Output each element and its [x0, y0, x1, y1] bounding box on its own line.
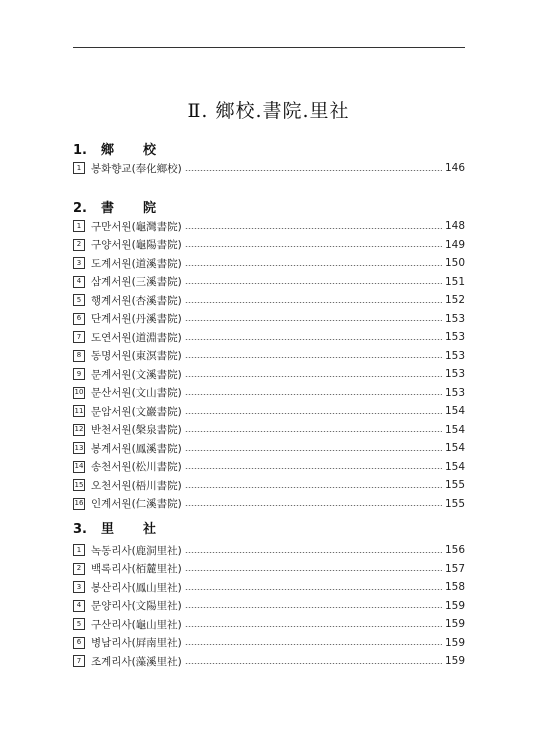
- toc-entry[interactable]: [73, 402, 465, 421]
- toc-entry[interactable]: [73, 217, 465, 236]
- entry-title: 동명서원(東溟書院): [91, 350, 182, 363]
- section-heading-1: [73, 139, 156, 158]
- section-number: 2.: [73, 201, 87, 216]
- dot-leader: [185, 552, 442, 553]
- entry-page: 153: [444, 312, 465, 325]
- entry-index: 2: [73, 239, 85, 251]
- entry-page: 155: [444, 479, 465, 492]
- dot-leader: [185, 505, 442, 506]
- section-word-2: 院: [143, 201, 157, 216]
- entry-title: 인계서원(仁溪書院): [91, 498, 182, 511]
- entry-index: 6: [73, 313, 85, 325]
- entry-index: 4: [73, 276, 85, 288]
- entry-index: 12: [73, 424, 85, 436]
- entry-index: 13: [73, 442, 85, 454]
- entry-page: 159: [444, 599, 465, 612]
- toc-entry[interactable]: [73, 634, 465, 653]
- toc-entry[interactable]: [73, 236, 465, 255]
- dot-leader: [185, 376, 442, 377]
- entry-page: 152: [444, 294, 465, 307]
- entry-page: 157: [444, 562, 465, 575]
- section-heading-2: [73, 197, 156, 216]
- entry-title: 문양리사(文陽里社): [91, 600, 182, 613]
- toc-entry[interactable]: [73, 560, 465, 579]
- entry-title: 녹동리사(鹿洞里社): [91, 544, 182, 557]
- entry-title: 조계리사(藻溪里社): [91, 655, 182, 668]
- entry-title: 송천서원(松川書院): [91, 461, 182, 474]
- entry-page: 154: [444, 460, 465, 473]
- section-word-2: 校: [143, 143, 157, 158]
- entry-page: 148: [444, 220, 465, 233]
- toc-entry[interactable]: [73, 254, 465, 273]
- entry-title: 구양서원(龜陽書院): [91, 239, 182, 252]
- entry-index: 1: [73, 220, 85, 232]
- dot-leader: [185, 170, 442, 171]
- entry-title: 단계서원(丹溪書院): [91, 313, 182, 326]
- entry-title: 문계서원(文溪書院): [91, 368, 182, 381]
- entry-page: 153: [444, 349, 465, 362]
- entry-page: 146: [444, 162, 465, 175]
- entry-index: 14: [73, 461, 85, 473]
- chapter-title: Ⅱ. 鄉校.書院.里社: [187, 100, 350, 122]
- entry-index: 10: [73, 387, 85, 399]
- entry-title: 병남리사(屛南里社): [91, 637, 182, 650]
- entry-page: 150: [444, 257, 465, 270]
- dot-leader: [185, 302, 442, 303]
- toc-entry[interactable]: [73, 439, 465, 458]
- toc-entry[interactable]: [73, 615, 465, 634]
- section-word-1: 鄉: [101, 143, 115, 158]
- dot-leader: [185, 487, 442, 488]
- entry-index: 8: [73, 350, 85, 362]
- toc-entry[interactable]: [73, 541, 465, 560]
- dot-leader: [185, 228, 442, 229]
- dot-leader: [185, 357, 442, 358]
- entry-title: 구산리사(龜山里社): [91, 618, 182, 631]
- entry-index: 3: [73, 581, 85, 593]
- entry-title: 백록리사(栢麓里社): [91, 563, 182, 576]
- section-entries-3: [73, 541, 465, 671]
- entry-page: 158: [444, 581, 465, 594]
- entry-title: 오천서원(梧川書院): [91, 479, 182, 492]
- dot-leader: [185, 265, 442, 266]
- entry-title: 문산서원(文山書院): [91, 387, 182, 400]
- dot-leader: [185, 413, 442, 414]
- entry-index: 5: [73, 294, 85, 306]
- entry-title: 구만서원(龜灣書院): [91, 220, 182, 233]
- toc-entry[interactable]: [73, 159, 465, 178]
- toc-entry[interactable]: [73, 347, 465, 366]
- entry-page: 153: [444, 368, 465, 381]
- entry-index: 4: [73, 600, 85, 612]
- dot-leader: [185, 644, 442, 645]
- entry-index: 1: [73, 544, 85, 556]
- dot-leader: [185, 589, 442, 590]
- dot-leader: [185, 607, 442, 608]
- entry-title: 행계서원(杏溪書院): [91, 294, 182, 307]
- dot-leader: [185, 626, 442, 627]
- dot-leader: [185, 283, 442, 284]
- entry-title: 봉산리사(鳳山里社): [91, 581, 182, 594]
- dot-leader: [185, 394, 442, 395]
- toc-entry[interactable]: [73, 365, 465, 384]
- entry-title: 봉화향교(奉化鄉校): [91, 162, 182, 175]
- entry-title: 도계서원(道溪書院): [91, 257, 182, 270]
- entry-index: 15: [73, 479, 85, 491]
- entry-title: 문암서원(文巖書院): [91, 405, 182, 418]
- entry-index: 9: [73, 368, 85, 380]
- toc-entry[interactable]: [73, 421, 465, 440]
- header-rule: [73, 47, 465, 48]
- section-entries-1: [73, 159, 465, 178]
- entry-page: 159: [444, 655, 465, 668]
- section-word-1: 里: [101, 522, 115, 537]
- entry-index: 16: [73, 498, 85, 510]
- dot-leader: [185, 570, 442, 571]
- dot-leader: [185, 663, 442, 664]
- entry-title: 반천서원(槃泉書院): [91, 424, 182, 437]
- entry-index: 5: [73, 618, 85, 630]
- toc-entry[interactable]: [73, 273, 465, 292]
- section-heading-3: [73, 518, 156, 537]
- toc-entry[interactable]: [73, 458, 465, 477]
- entry-index: 11: [73, 405, 85, 417]
- entry-title: 봉계서원(鳳溪書院): [91, 442, 182, 455]
- section-word-1: 書: [101, 201, 115, 216]
- dot-leader: [185, 320, 442, 321]
- entry-page: 154: [444, 442, 465, 455]
- toc-entry[interactable]: [73, 328, 465, 347]
- entry-page: 153: [444, 331, 465, 344]
- entry-page: 159: [444, 618, 465, 631]
- entry-page: 154: [444, 423, 465, 436]
- entry-page: 154: [444, 405, 465, 418]
- toc-entry[interactable]: [73, 291, 465, 310]
- entry-title: 도연서원(道淵書院): [91, 331, 182, 344]
- section-word-2: 社: [143, 522, 157, 537]
- toc-entry[interactable]: [73, 495, 465, 514]
- toc-entry[interactable]: [73, 597, 465, 616]
- entry-page: 151: [444, 275, 465, 288]
- toc-entry[interactable]: [73, 476, 465, 495]
- entry-index: 1: [73, 162, 85, 174]
- toc-entry[interactable]: [73, 310, 465, 329]
- dot-leader: [185, 450, 442, 451]
- dot-leader: [185, 431, 442, 432]
- entry-index: 7: [73, 655, 85, 667]
- section-number: 3.: [73, 522, 87, 537]
- dot-leader: [185, 339, 442, 340]
- entry-page: 159: [444, 636, 465, 649]
- entry-index: 2: [73, 563, 85, 575]
- entry-title: 삼계서원(三溪書院): [91, 276, 182, 289]
- toc-entry[interactable]: [73, 652, 465, 671]
- toc-entry[interactable]: [73, 384, 465, 403]
- dot-leader: [185, 468, 442, 469]
- entry-page: 149: [444, 238, 465, 251]
- section-entries-2: [73, 217, 465, 513]
- toc-entry[interactable]: [73, 578, 465, 597]
- entry-page: 156: [444, 544, 465, 557]
- dot-leader: [185, 246, 442, 247]
- entry-index: 6: [73, 637, 85, 649]
- entry-page: 153: [444, 386, 465, 399]
- section-number: 1.: [73, 143, 87, 158]
- entry-page: 155: [444, 497, 465, 510]
- entry-index: 3: [73, 257, 85, 269]
- entry-index: 7: [73, 331, 85, 343]
